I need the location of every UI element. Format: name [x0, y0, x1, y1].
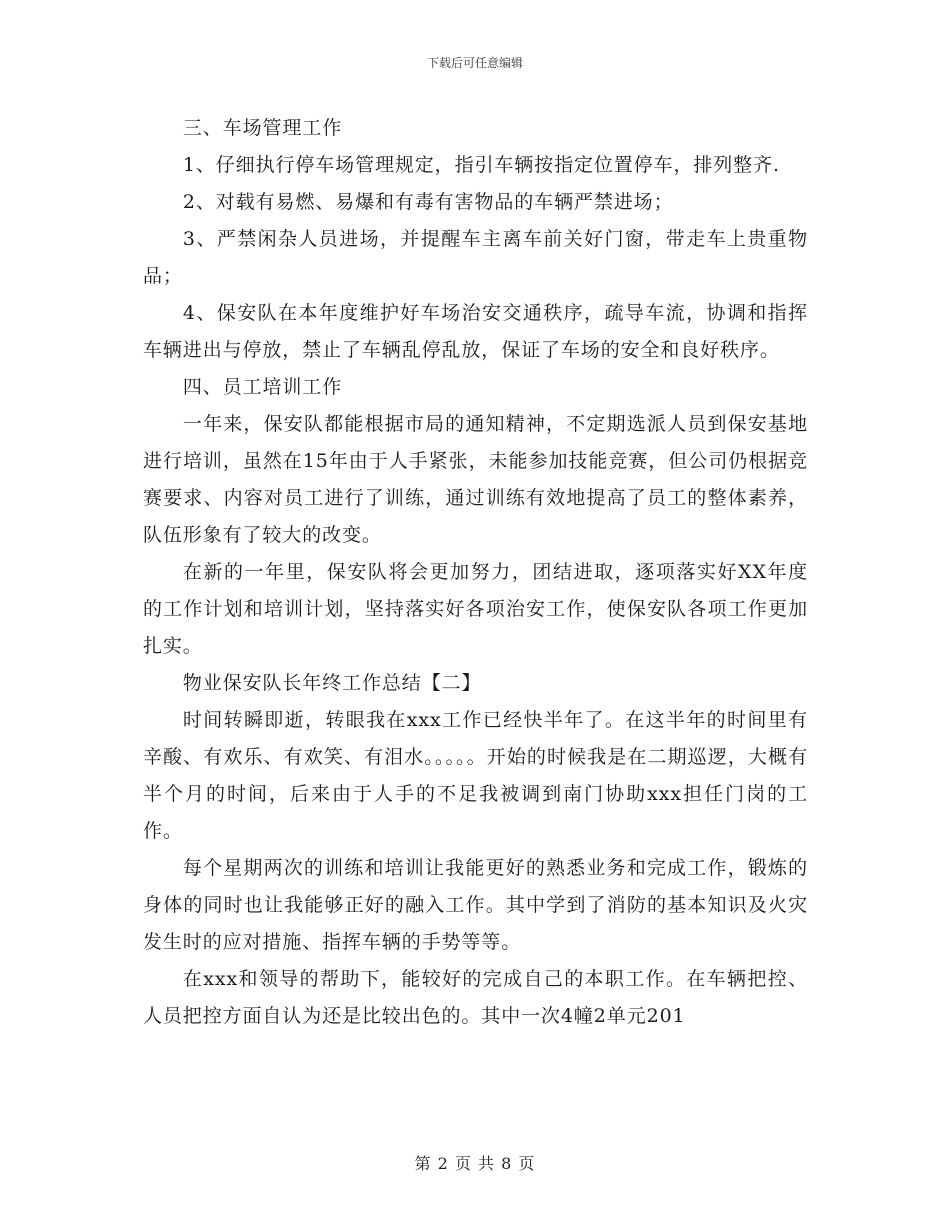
paragraph: 一年来，保安队都能根据市局的通知精神，不定期选派人员到保安基地进行培训，虽然在15年由于人手紧张，未能参加技能竞赛，但公司仍根据竞赛要求、内容对员工进行了训练，通过训练有效地提高了员工的整体素养，队伍形象有了较大的改变。	[143, 413, 808, 546]
page-number: 第 2 页 共 8 页	[414, 1154, 536, 1173]
section-heading-summary-two: 物业保安队长年终工作总结【二】	[182, 672, 482, 694]
page-header-note: 下载后可任意编辑	[426, 56, 523, 70]
paragraph: 3、严禁闲杂人员进场，并提醒车主离车前关好门窗，带走车上贵重物品；	[143, 228, 808, 287]
paragraph: 2、对载有易燃、易爆和有毒有害物品的车辆严禁进场；	[182, 191, 674, 213]
paragraph: 在xxx和领导的帮助下，能较好的完成自己的本职工作。在车辆把控、人员把控方面自认为还是比较出色的。其中一次4幢2单元201	[143, 968, 808, 1027]
paragraph: 在新的一年里，保安队将会更加努力，团结进取，逐项落实好XX年度的工作计划和培训计划，坚持落实好各项治安工作，使保安队各项工作更加扎实。	[143, 561, 808, 657]
section-heading-training: 四、员工培训工作	[182, 376, 343, 398]
section-heading-parking: 三、车场管理工作	[182, 117, 343, 139]
paragraph: 4、保安队在本年度维护好车场治安交通秩序，疏导车流，协调和指挥车辆进出与停放，禁止了车辆乱停乱放，保证了车场的安全和良好秩序。	[143, 302, 808, 361]
paragraph: 时间转瞬即逝，转眼我在xxx工作已经快半年了。在这半年的时间里有辛酸、有欢乐、有欢笑、有泪水。。。。。开始的时候我是在二期巡逻，大概有半个月的时间，后来由于人手的不足我被调到南门协助xxx担任门岗的工作。	[143, 709, 808, 842]
document-body	[143, 110, 808, 1035]
paragraph: 1、仔细执行停车场管理规定，指引车辆按指定位置停车，排列整齐.	[182, 154, 780, 176]
paragraph: 每个星期两次的训练和培训让我能更好的熟悉业务和完成工作，锻炼的身体的同时也让我能够正好的融入工作。其中学到了消防的基本知识及火灾发生时的应对措施、指挥车辆的手势等等。	[143, 857, 808, 953]
